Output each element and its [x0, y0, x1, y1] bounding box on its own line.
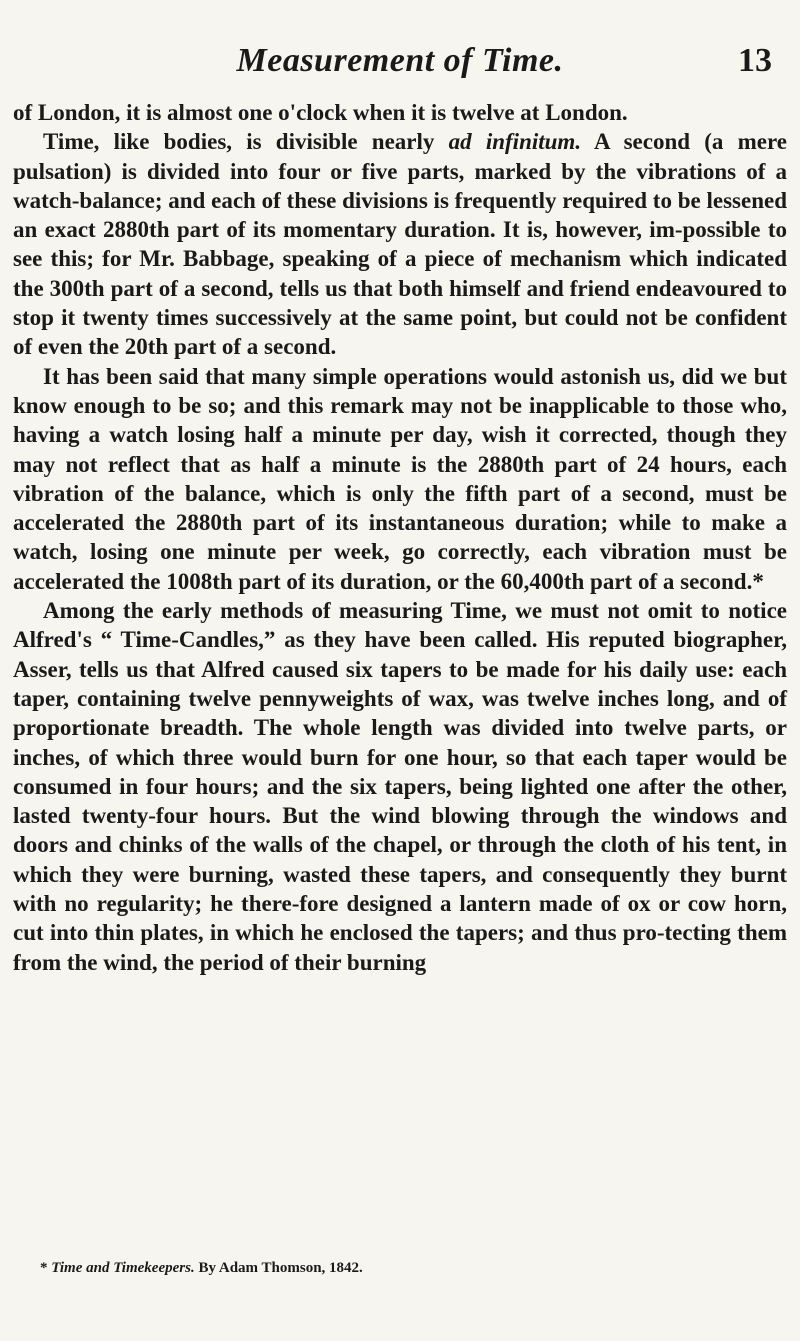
text-run: A second (a mere pulsation) is divided into four or five parts, marked by the vibrations of a watch-balance; and each of these divisions is frequently required to be lessened an exact 2880th part of its momentary duration. It is, however, im-possible to see this; for Mr. Babbage, speaking of a piece of mechanism which indicated the 300th part of a second, tells us that both himself and friend endeavoured to stop it twenty times successively at the same point, but could not be confident of even the 20th part of a second.	[13, 129, 787, 360]
paragraph	[13, 596, 787, 977]
italic-run: ad infinitum.	[448, 129, 582, 155]
paragraph	[13, 127, 787, 361]
page-number: 13	[738, 42, 772, 79]
text-run: of London, it is almost one o'clock when it is twelve at London.	[13, 100, 628, 125]
footnote-rest: By Adam Thomson, 1842.	[194, 1260, 363, 1276]
running-title: Measurement of Time.	[236, 42, 564, 79]
running-head	[0, 40, 800, 84]
footnote-title: Time and Timekeepers.	[51, 1260, 195, 1276]
text-run: It has been said that many simple operations would astonish us, did we but know enough to be so; and this remark may not be inapplicable to those who, having a watch losing half a minute per day, wish it corrected, though they may not reflect that as half a minute is the 2880th part of 24 hours, each vibration of the balance, which is only the fifth part of a second, must be accelerated the 2880th part of its instantaneous duration; while to make a watch, losing one minute per week, go correctly, each vibration must be accelerated the 1008th part of its duration, or the 60,400th part of a second.*	[13, 363, 787, 594]
text-run: Among the early methods of measuring Time, we must not omit to notice Alfred's “ Time-Candles,” as they have been called. His reputed biographer, Asser, tells us that Alfred caused six tapers to be made for his daily use: each taper, containing twelve pennyweights of wax, was twelve inches long, and of proportionate breadth. The whole length was divided into twelve parts, or inches, of which three would burn for one hour, so that each taper would be consumed in four hours; and the six tapers, being lighted one after the other, lasted twenty-four hours. But the wind blowing through the windows and doors and chinks of the walls of the chapel, or through the cloth of his tent, in which they were burning, wasted these tapers, and consequently they burnt with no regularity; he there-fore designed a lantern made of ox or cow horn, cut into thin plates, in which he enclosed the tapers; and thus pro-tecting them from the wind, the period of their burning	[13, 598, 787, 975]
paragraph	[13, 362, 787, 596]
footnote-marker: *	[40, 1260, 48, 1276]
paragraph	[13, 98, 787, 127]
text-run: Time, like bodies, is divisible nearly	[43, 129, 449, 155]
footnote	[40, 1260, 780, 1277]
body-text	[13, 98, 787, 977]
